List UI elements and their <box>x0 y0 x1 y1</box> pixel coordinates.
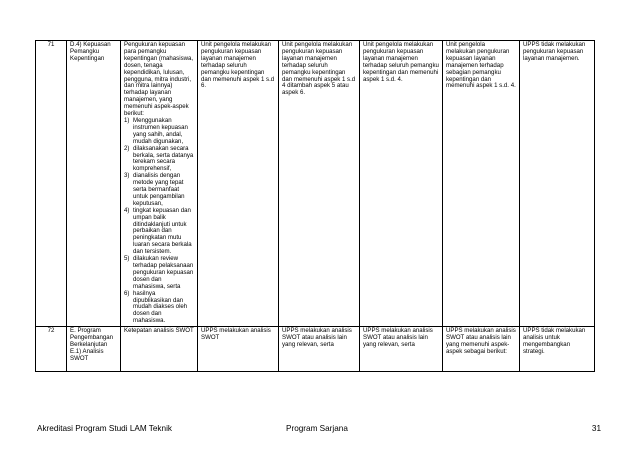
element-cell: D.4) Kepuasan Pemangku Kepentingan <box>67 41 121 327</box>
criteria-list <box>124 118 194 325</box>
score-0-cell: UPPS tidak melakukan analisis untuk mengembangkan strategi. <box>520 327 595 372</box>
score-4-cell: UPPS melakukan analisis SWOT <box>198 327 279 372</box>
list-item: 3) dianalisis dengan metode yang tepat serta bermanfaat untuk pengambilan keputusan, <box>124 172 185 207</box>
score-0-cell: UPPS tidak melakukan pengukuran kepuasan layanan manajemen. <box>520 41 595 327</box>
row-number: 71 <box>36 41 67 327</box>
indicator-cell: Ketepatan analisis SWOT <box>121 327 198 372</box>
score-2-cell: Unit pengelola melakukan pengukuran kepuasan layanan manajemen terhadap seluruh pemangku kepentingan dan memenuhi aspek 1 s.d. 4. <box>360 41 443 327</box>
table-row <box>36 327 595 372</box>
indicator-cell <box>121 41 198 327</box>
score-4-cell: Unit pengelola melakukan pengukuran kepuasan layanan manajemen terhadap seluruh pemangku kepentingan dan memenuhi aspek 1 s.d 6. <box>198 41 279 327</box>
list-item: 4) tingkat kepuasan dan umpan balik ditindaklanjuti untuk perbaikan dan peningkatan mutu luaran secara berkala dan tersistem. <box>124 206 192 256</box>
footer-title: Akreditasi Program Studi LAM Teknik <box>37 424 172 433</box>
score-3-cell: Unit pengelola melakukan pengukuran kepuasan layanan manajemen terhadap seluruh pemangku kepentingan dan memenuhi aspek 1 s.d 4 ditambah aspek 5 atau aspek 6. <box>279 41 360 327</box>
table-row <box>36 41 595 327</box>
rubric-table <box>35 40 595 372</box>
list-item: 1) Menggunakan instrumen kepuasan yang sahih, andal, mudah digunakan, <box>124 116 188 145</box>
score-3-cell: UPPS melakukan analisis SWOT atau analisis lain yang relevan, serta <box>279 327 360 372</box>
element-cell: E. Program Pengembangan Berkelanjutan E.1) Analisis SWOT <box>67 327 121 372</box>
score-1-cell: Unit pengelola melakukan pengukuran kepuasan layanan manajemen terhadap sebagian pemangku kepentingan dan memenuhi aspek 1 s.d. 4. <box>443 41 520 327</box>
indicator-intro: Pengukuran kepuasan para pemangku kepentingan (mahasiswa, dosen, tenaga kependidikan, lulusan, pengguna, mitra industri, dan mitra lainnya) terhadap layanan manajemen, yang memenuhi aspek-aspek berikut: <box>124 41 194 118</box>
page-footer <box>37 424 601 436</box>
page-number: 31 <box>591 424 601 433</box>
score-1-cell: UPPS melakukan analisis SWOT atau analisis lain yang memenuhi aspek-aspek sebagai berikut: <box>443 327 520 372</box>
list-item: 6) hasilnya dipublikasikan dan mudah diakses oleh dosen dan mahasiswa. <box>124 289 188 325</box>
list-item: 2) dilaksanakan secara berkala, serta datanya terekam secara komprehensif, <box>124 144 194 173</box>
score-2-cell: UPPS melakukan analisis SWOT atau analisis lain yang relevan, serta <box>360 327 443 372</box>
list-item: 5) dilakukan review terhadap pelaksanaan pengukuran kepuasan dosen dan mahasiswa, serta <box>124 255 194 290</box>
row-number: 72 <box>36 327 67 372</box>
footer-program: Program Sarjana <box>286 424 348 433</box>
